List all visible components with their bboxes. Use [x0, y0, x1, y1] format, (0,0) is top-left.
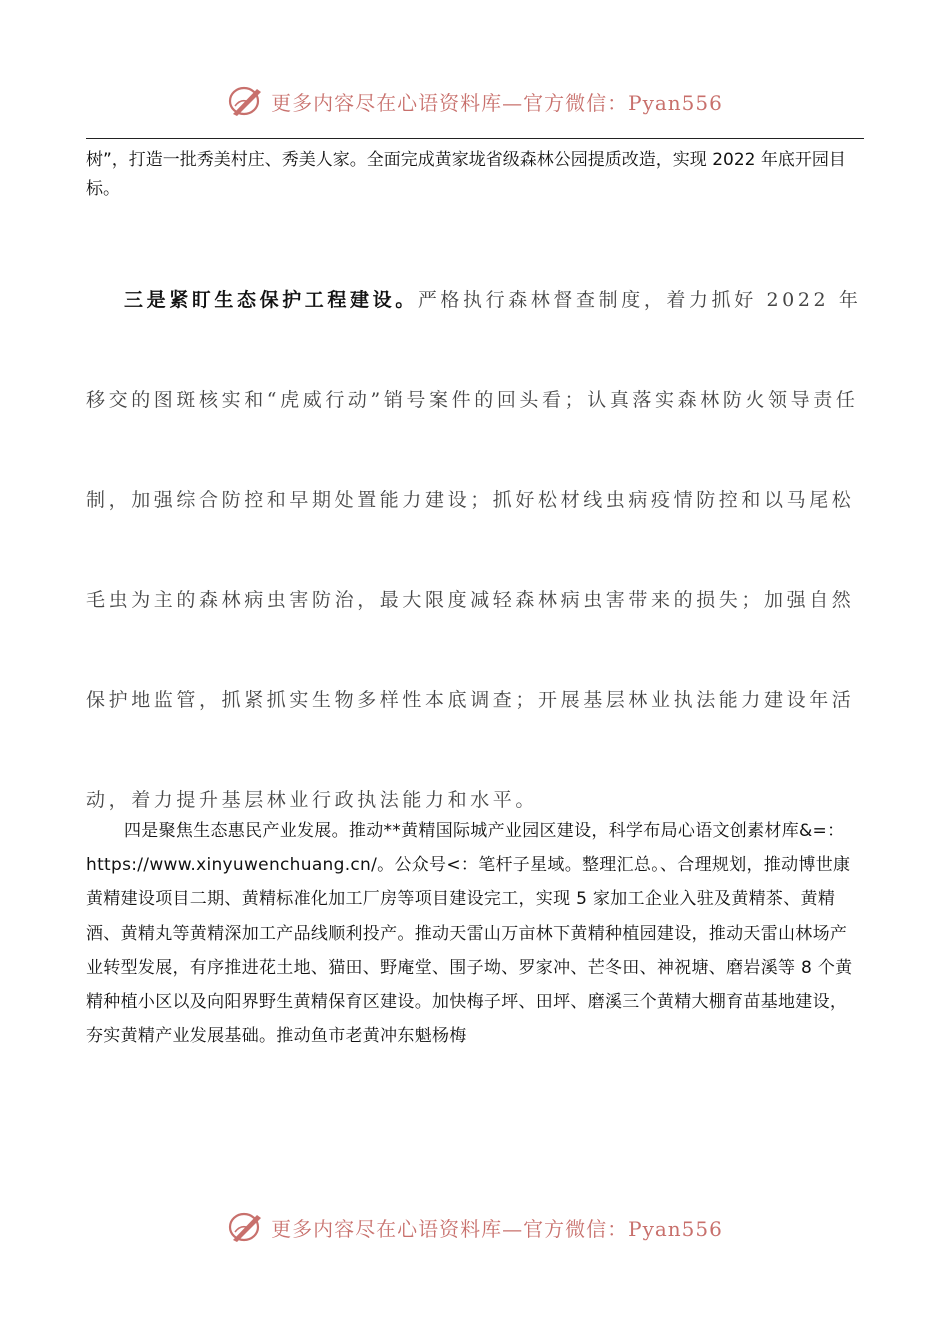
- paragraph-ecological-protection: [86, 250, 864, 850]
- header-divider: [86, 138, 864, 139]
- paragraph-lead-heading: 三是紧盯生态保护工程建设。: [124, 289, 418, 311]
- watermark-footer: [0, 1210, 950, 1244]
- watermark-header: [0, 84, 950, 118]
- paragraph-body: 严格执行森林督查制度，着力抓好 2022 年移交的图斑核实和“虎威行动”销号案件的回头看；认真落实森林防火领导责任制，加强综合防控和早期处置能力建设；抓好松材线虫病疫情防控和以马尾松毛虫为主的森林病虫害防治，最大限度减轻森林病虫害带来的损失；加强自然保护地监管，抓紧抓实生物多样性本底调查；开展基层林业执法能力建设年活动，着力提升基层林业行政执法能力和水平。: [86, 289, 862, 811]
- watermark-text: 更多内容尽在心语资料库—官方微信：Pyan556: [271, 1216, 723, 1241]
- watermark-text: 更多内容尽在心语资料库—官方微信：Pyan556: [271, 90, 723, 115]
- paragraph-industry-development: 四是聚焦生态惠民产业发展。推动**黄精国际城产业园区建设，科学布局心语文创素材库&=：https://www.xinyuwenchuang.cn/。公众号<：笔杆子星域。整理汇总。、合理规划，推动博世康黄精建设项目二期、黄精标准化加工厂房等项目建设完工，实现 5 家加工企业入驻及黄精茶、黄精酒、黄精丸等黄精深加工产品线顺利投产。推动天雷山万亩林下黄精种植园建设，推动天雷山林场产业转型发展，有序推进花土地、猫田、野庵堂、围子坳、罗家冲、芒冬田、神祝塘、磨岩溪等 8 个黄精种植小区以及向阳界野生黄精保育区建设。加快梅子坪、田坪、磨溪三个黄精大棚育苗基地建设，夯实黄精产业发展基础。推动鱼市老黄冲东魁杨梅: [86, 821, 853, 1047]
- pen-in-circle-logo-icon: [227, 84, 265, 118]
- pen-in-circle-logo-icon: [227, 1210, 265, 1244]
- paragraph-continuation: 树”，打造一批秀美村庄、秀美人家。全面完成黄家垅省级森林公园提质改造，实现 2022 年底开园目标。: [86, 150, 846, 199]
